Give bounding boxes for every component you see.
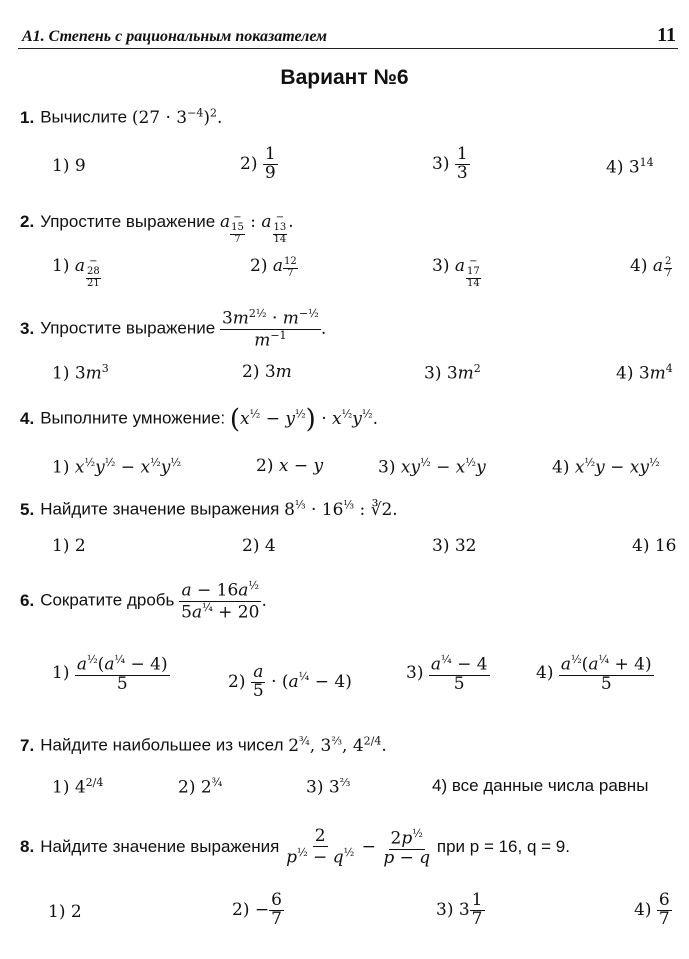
page-header — [18, 26, 678, 48]
question-8 — [20, 828, 570, 867]
question-1 — [20, 106, 222, 128]
question-5 — [20, 498, 398, 520]
q7-answer-4: 4) все данные числа равны — [432, 776, 649, 795]
header-rule — [18, 48, 678, 49]
question-5-expression: $8^{\frac{1}{3}} \cdot 16^{\frac{1}{3}}$ : ∛2. — [284, 498, 398, 520]
question-3 — [20, 308, 326, 350]
q6-answer-4: 4) $\frac{a^{\frac{1}{2}}(a^{\frac{1}{4}} + 4)}{5}$ — [536, 653, 652, 694]
q8-answer-3: 3) 3 $\frac{1}{7}$ — [436, 890, 483, 929]
q1-answer-2: 2) $\frac{1}{9}$ — [240, 144, 276, 183]
question-2-text: Упростите выражение — [40, 212, 216, 231]
question-4 — [20, 404, 378, 434]
q5-answer-2: 2) 4 — [242, 536, 276, 556]
question-5-number: 5. — [20, 499, 35, 519]
question-7-text: Найдите наибольшее из чисел — [40, 735, 284, 755]
q4-answer-3: 3) $xy^{\frac{1}{2}} - x^{\frac{1}{2}}y$ — [378, 456, 486, 478]
q8-answer-4: 4) $\frac{6}{7}$ — [634, 890, 670, 929]
q5-answer-1: 1) 2 — [52, 536, 86, 556]
question-4-text: Выполните умножение: — [40, 408, 226, 428]
q2-answer-1: 1) a − 28 21 — [52, 256, 100, 289]
question-6-text: Сократите дробь — [40, 590, 175, 610]
section-title: A1. Степень с рациональным показателем — [22, 28, 328, 45]
q3-answer-1: 1) $3m^3$ — [52, 362, 109, 384]
q1-answer-4: 4) $3^{14}$ — [606, 156, 654, 178]
q4-answer-1: 1) $x^{\frac{1}{2}}y^{\frac{1}{2}} - x^{\frac{1}{2}}y^{\frac{1}{2}}$ — [52, 456, 182, 478]
question-3-expression: $\frac{3m^{2\frac{1}{2}} \cdot m^{-\frac{1}{2}}}{m^{-1}}$ . — [221, 307, 327, 351]
q7-answer-1: 1) $4^{2/4}$ — [52, 776, 104, 798]
q5-answer-3: 3) 32 — [432, 536, 477, 556]
question-6-expression: $\frac{a - 16a^{\frac{1}{2}}}{5a^{\frac{1}{4}} + 20}$ . — [181, 579, 267, 623]
question-8-number: 8. — [20, 837, 35, 857]
question-5-text: Найдите значение выражения — [40, 499, 280, 519]
question-8-expression: $\frac{2}{p^{\frac{1}{2}} - q^{\frac{1}{2}}}$ − $\frac{2p^{\frac{1}{2}}}{p - q}$ — [286, 826, 431, 868]
question-7 — [20, 734, 387, 756]
question-3-text: Упростите выражение — [40, 318, 216, 338]
q1-answer-1: 1) 9 — [52, 156, 86, 176]
q7-answer-2: 2) $2^{\frac{3}{4}}$ — [178, 776, 223, 798]
q1-answer-3: 3) $\frac{1}{3}$ — [432, 144, 468, 183]
q2-answer-2: 2) a 12 7 — [250, 256, 297, 279]
question-6-number: 6. — [20, 590, 35, 610]
question-3-number: 3. — [20, 318, 35, 338]
question-8-condition: при p = 16, q = 9. — [436, 837, 570, 857]
q3-answer-2: 2) 3m — [242, 362, 292, 382]
q2-answer-4: 4) a 2 7 — [630, 256, 672, 279]
q8-answer-1: 1) 2 — [48, 902, 82, 922]
q6-answer-3: 3) $\frac{a^{\frac{1}{4}} - 4}{5}$ — [406, 653, 488, 694]
question-4-expression: $(x^{\frac{1}{2}} - y^{\frac{1}{2}}) \cdot x^{\frac{1}{2}}y^{\frac{1}{2}}$. — [229, 404, 378, 434]
question-6 — [20, 580, 267, 622]
question-2-number: 2. — [20, 212, 35, 231]
q6-answer-1: 1) $\frac{a^{\frac{1}{2}}(a^{\frac{1}{4}} - 4)}{5}$ — [52, 653, 168, 694]
q5-answer-4: 4) 16 — [632, 536, 677, 556]
q6-answer-2: 2) $\frac{a}{5}$ · $(a^{\frac{1}{4}} - 4)$ — [228, 662, 352, 701]
question-2 — [20, 212, 294, 245]
q3-answer-4: 4) $3m^4$ — [616, 362, 673, 384]
q2-answer-3: 3) a − 17 14 — [432, 256, 480, 289]
question-7-number: 7. — [20, 735, 35, 755]
question-4-number: 4. — [20, 408, 35, 428]
question-8-text: Найдите значение выражения — [40, 837, 280, 857]
page-number: 11 — [657, 24, 676, 46]
question-1-number: 1. — [20, 107, 35, 127]
question-7-expression: $2^{\frac{3}{4}}$, $3^{\frac{2}{3}}$, $4^{2/4}$. — [288, 734, 387, 756]
question-1-text: Вычислите — [40, 107, 128, 127]
q8-answer-2: 2) − $\frac{6}{7}$ — [232, 890, 282, 929]
q4-answer-2: 2) x − y — [256, 456, 324, 476]
question-2-expression: a − 15 7 : a − 13 14 . — [219, 212, 294, 245]
variant-title: Вариант №6 — [280, 66, 409, 89]
q7-answer-3: 3) $3^{\frac{2}{3}}$ — [306, 776, 351, 798]
q4-answer-4: 4) $x^{\frac{1}{2}}y - xy^{\frac{1}{2}}$ — [552, 456, 660, 478]
q3-answer-3: 3) $3m^2$ — [424, 362, 481, 384]
question-1-expression: $(27 \cdot 3^{-4})^2$. — [131, 106, 223, 128]
q7-answer-4-text: все данные числа равны — [451, 776, 649, 795]
